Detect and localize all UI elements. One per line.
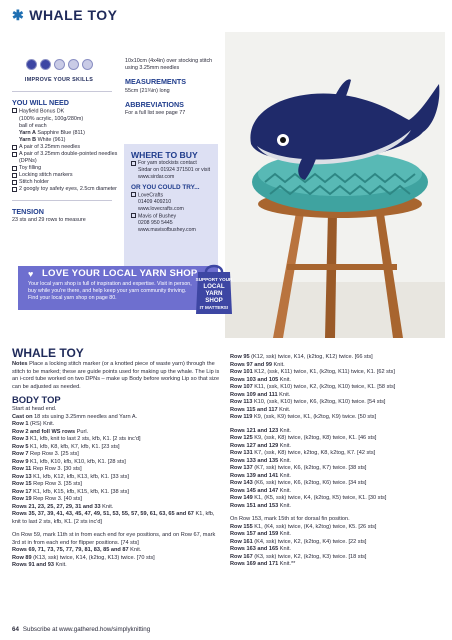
pattern-row: Row 3 K1, kfb, knit to last 2 sts, kfb, K1. [2 sts inc'd]: [12, 436, 141, 442]
page-header: [0, 0, 452, 26]
skill-ball-icon: [26, 59, 37, 70]
checkbox-icon: [12, 180, 17, 185]
pattern-row: Rows 127 and 129 Knit.: [230, 442, 291, 449]
abbreviations-heading: ABBREVIATIONS: [125, 99, 184, 109]
pattern-row: Row 107 K11, (ssk, K10) twice, K2, (k2tog, K10) twice, K1. [58 sts]: [230, 384, 396, 390]
pattern-row: Row 89 (K13, ssk) twice, K14, (k2tog, K13) twice. [70 sts]: [12, 554, 155, 561]
row-list: [12, 547, 222, 570]
pattern-row: Row 95 (K12, ssk) twice, K14, (k2tog, K12) twice. [66 sts]: [230, 354, 373, 360]
notes-paragraph: Notes Place a locking stitch marker (or a knotted piece of waste yarn) through the stitch to be marked; these are guide points used for making up the whale. The Lip is an i-cord tube worked on two DPNs – make up Body before working Lip so that size can be adjusted as needed.: [12, 361, 220, 390]
pattern-row: Row 113 K10, (ssk, K10) twice, K6, (k2tog, K10) twice. [54 sts]: [230, 399, 386, 405]
instruction-paragraph: On Row 153, mark 15th st for dorsal fin position.: [230, 516, 350, 522]
page-title: ✱ WHALE TOY: [12, 7, 118, 23]
instruction-paragraph: On Row 59, mark 11th st in from each end for eye positions, and on Row 67, mark 3rd st in from each end for flipper positions. [74 sts]: [12, 532, 216, 546]
materials-item: A pair of 3.25mm double-pointed needles (DPNs): [12, 151, 120, 165]
pattern-row: Rows 133 and 135 Knit.: [230, 457, 291, 464]
abbreviations-text: For a full list see page 77: [125, 110, 186, 117]
pattern-row: Row 161 (K4, ssk) twice, K2, (k2tog, K4) twice. [22 sts]: [230, 538, 367, 545]
shop-detail: www.mavisofbushey.com: [138, 227, 196, 234]
pattern-row: Row 137 (K7, ssk) twice, K6, (k2tog, K7) twice. [38 sts]: [230, 465, 367, 471]
pattern-row: Rows 109 and 111 Knit.: [230, 391, 291, 398]
tension-heading: TENSION: [12, 206, 44, 216]
pattern-row: Row 101 K12, (ssk, K11) twice, K1, (k2tog, K11) twice, K1. [62 sts]: [230, 369, 395, 375]
info-column: [125, 58, 220, 117]
pattern-left-column: [12, 346, 222, 570]
pattern-row: Cast on 18 sts using 3.25mm needles and Yarn A.: [12, 413, 138, 420]
badge-line: SHOP: [205, 297, 223, 304]
row-list: [230, 524, 442, 569]
or-heading: OR YOU COULD TRY...: [131, 184, 200, 192]
pattern-row: Rows 35, 37, 39, 41, 43, 45, 47, 49, 51, 53, 55, 57, 59, 61, 63, 65 and 67 K1, kfb, knit to last 2 sts, kfb, K1. [2 sts inc'd]: [12, 511, 215, 525]
pattern-row: Row 155 K1, (K4, ssk) twice, (K4, k2tog) twice, K5. [26 sts]: [230, 523, 377, 530]
pattern-title: WHALE TOY: [12, 346, 84, 360]
tension-text: 23 sts and 29 rows to measure: [12, 216, 86, 223]
pattern-row: Row 13 K1, kfb, K12, kfb, K13, kfb, K1. [33 sts]: [12, 473, 129, 480]
yarn-b: Yarn B White (961): [19, 136, 66, 143]
pattern-row: Row 15 Rep Row 3. [35 sts]: [12, 481, 82, 487]
materials-column: [12, 54, 120, 224]
checkbox-icon: [12, 108, 17, 113]
pattern-row: Row 149 K1, (K5, ssk) twice, K4, (k2tog, K5) twice, K1. [30 sts]: [230, 495, 387, 501]
shop-detail: www.lovecrafts.com: [138, 206, 184, 213]
checkbox-icon: [12, 166, 17, 171]
materials-item: A pair of 3.25mm needles: [12, 144, 120, 151]
skill-ball-icon: [54, 59, 65, 70]
shop-detail: 0208 950 5445: [138, 220, 173, 227]
skill-level: [14, 54, 104, 84]
pattern-row: Row 2 and foll WS rows Purl.: [12, 428, 89, 435]
shop-list: [131, 192, 211, 234]
divider: [12, 200, 112, 201]
pattern-row: Row 119 K9, (ssk, K9) twice, K1, (k2tog, K9) twice. [50 sts]: [230, 414, 377, 420]
shop-name: Mavis of Bushey: [131, 213, 211, 220]
badge-line: YARN: [205, 290, 223, 297]
divider: [12, 91, 112, 92]
shopping-bag-icon: [194, 262, 234, 314]
yarn-line: ball of each: [19, 122, 47, 129]
pattern-row: Rows 151 and 153 Knit.: [230, 502, 291, 509]
pattern-row: Row 9 K1, kfb, K10, kfb, K10, kfb, K1. [28 sts]: [12, 458, 126, 465]
checkbox-icon: [131, 161, 136, 166]
banner-text: Your local yarn shop is full of inspiration and expertise. Visit in person, buy while you're there, and help keep your yarn community thriving. Find your local yarn shop on page 80.: [28, 281, 192, 301]
skill-label: IMPROVE YOUR SKILLS: [24, 77, 94, 83]
skill-ball-icon: [40, 59, 51, 70]
pattern-row: Row 11 Rep Row 3. [30 sts]: [12, 466, 82, 472]
subscribe-text: Subscribe at www.gathered.how/simplyknitting: [22, 626, 151, 633]
pattern-row: Rows 139 and 141 Knit.: [230, 472, 291, 479]
where-to-buy-heading: WHERE TO BUY: [131, 150, 198, 160]
yarn-line: Hayfield Bonus DK: [12, 108, 120, 116]
pattern-row: Row 131 K7, (ssk, K8) twice, k2tog, K8, k2tog, K7. [42 sts]: [230, 450, 376, 456]
materials-item: Stitch holder: [12, 179, 120, 186]
pattern-row: Rows 97 and 99 Knit.: [230, 361, 285, 368]
badge-line: LOCAL: [203, 283, 225, 290]
badge-line: IT MATTERS!: [199, 305, 229, 310]
row-list: [230, 354, 442, 422]
banner-heading: LOVE YOUR LOCAL YARN SHOP: [42, 268, 198, 279]
measurements-text: 55cm (21¾in) long: [125, 87, 170, 94]
materials-item: Toy filling: [12, 165, 120, 172]
stockist-line: For yarn stockists contact Sirdar on 01924 371501 or visit www.sirdar.com: [131, 160, 211, 180]
materials-item: Locking stitch markers: [12, 172, 120, 179]
skill-ball-icon: [68, 59, 79, 70]
checkbox-icon: [12, 187, 17, 192]
where-to-buy-box: [124, 144, 218, 276]
local-yarn-shop-banner: [10, 262, 233, 312]
pattern-row: Row 5 K1, kfb, K8, kfb, K7, kfb, K1. [23 sts]: [12, 443, 120, 450]
pattern-row: Rows 103 and 105 Knit.: [230, 376, 291, 383]
pattern-row: Row 19 Rep Row 3. [40 sts]: [12, 496, 82, 502]
pattern-row: Row 125 K9, (ssk, K8) twice, (k2tog, K8) twice, K1. [46 sts]: [230, 435, 377, 441]
row-list: [230, 428, 442, 511]
pattern-row: Rows 21, 23, 25, 27, 29, 31 and 33 Knit.: [12, 503, 114, 510]
checkbox-icon: [12, 173, 17, 178]
body-top-heading: BODY TOP: [12, 394, 61, 405]
whale-illustration: [225, 32, 445, 338]
checkbox-icon: [12, 152, 17, 157]
pattern-row: Row 7 Rep Row 3. [25 sts]: [12, 451, 79, 457]
materials-item: 2 googly toy safety eyes, 2.5cm diameter: [12, 186, 120, 193]
pattern-row: Rows 91 and 93 Knit.: [12, 562, 67, 568]
pattern-row: Row 167 (K3, ssk) twice, K2, (k2tog, K3) twice. [18 sts]: [230, 553, 367, 560]
pattern-row: Rows 169 and 171 Knit.**: [230, 561, 296, 567]
badge-line: SUPPORT YOUR: [195, 277, 233, 282]
pattern-row: Row 17 K1, kfb, K15, kfb, K15, kfb, K1. [38 sts]: [12, 488, 129, 495]
yarn-a: Yarn A Sapphire Blue (811): [19, 129, 85, 136]
page-footer: [12, 626, 150, 633]
pattern-row: Rows 115 and 117 Knit.: [230, 406, 291, 413]
checkbox-icon: [12, 145, 17, 150]
pattern-row: Row 1 (RS) Knit.: [12, 421, 55, 427]
asterisk-icon: ✱: [12, 7, 25, 23]
pattern-row: Rows 157 and 159 Knit.: [230, 531, 291, 537]
page-number: 64: [12, 626, 19, 633]
measurements-heading: MEASUREMENTS: [125, 77, 187, 87]
pattern-row: Rows 163 and 165 Knit.: [230, 546, 291, 552]
checkbox-icon: [131, 192, 136, 197]
pattern-row: Rows 121 and 123 Knit.: [230, 427, 291, 434]
you-will-need-heading: YOU WILL NEED: [12, 98, 69, 107]
row-list: [12, 414, 222, 527]
start-text: Start at head end.: [12, 406, 57, 412]
materials-list: [12, 144, 120, 193]
skill-ball-icon: [82, 59, 93, 70]
pattern-right-column: [230, 354, 442, 569]
shop-name: LoveCrafts: [131, 192, 211, 199]
pattern-row: Row 143 (K6, ssk) twice, K6, (k2tog, K6) twice. [34 sts]: [230, 480, 367, 486]
pattern-row: Rows 145 and 147 Knit.: [230, 487, 291, 494]
heart-icon: ♥: [28, 269, 34, 279]
yarn-line: (100% acrylic, 100g/280m): [19, 115, 84, 122]
checkbox-icon: [131, 213, 136, 218]
skill-level-indicator: [14, 54, 104, 74]
whale-photo: [225, 32, 445, 338]
pattern-row: Rows 69, 71, 73, 75, 77, 79, 81, 83, 85 and 87 Knit.: [12, 547, 142, 553]
tension-continued: 10x10cm (4x4in) over stocking stitch using 3.25mm needles: [125, 58, 213, 72]
shop-detail: 01409 409210: [138, 199, 172, 206]
